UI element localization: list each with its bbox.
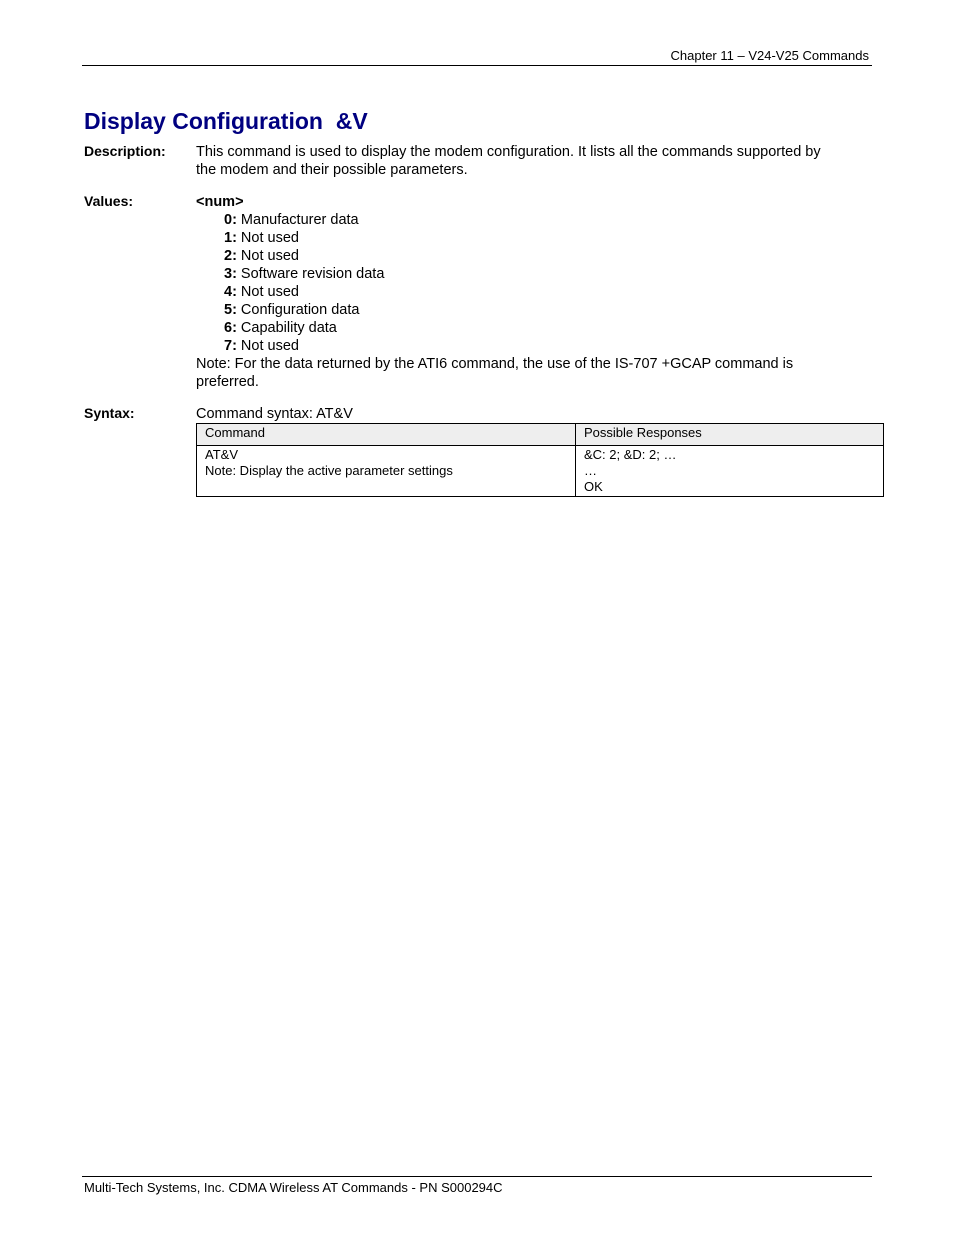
value-item-3 bbox=[196, 265, 836, 283]
table-header-row bbox=[197, 424, 884, 446]
header-divider bbox=[82, 65, 872, 66]
value-key: 3: bbox=[224, 266, 237, 282]
syntax-line: Command syntax: AT&V bbox=[196, 406, 353, 422]
table-row bbox=[197, 446, 884, 497]
value-item-1 bbox=[196, 229, 836, 247]
value-item-7 bbox=[196, 337, 836, 355]
value-key: 5: bbox=[224, 302, 237, 318]
value-item-4 bbox=[196, 283, 836, 301]
value-item-5 bbox=[196, 301, 836, 319]
value-text: Not used bbox=[236, 338, 299, 354]
table-header-command: Command bbox=[197, 424, 576, 446]
value-text: Capability data bbox=[236, 320, 337, 336]
value-key: 4: bbox=[224, 284, 237, 300]
value-text: Not used bbox=[236, 230, 299, 246]
value-key: 0: bbox=[224, 212, 237, 228]
value-key: 6: bbox=[224, 320, 237, 336]
command-note: Note: Display the active parameter settings bbox=[205, 463, 453, 478]
table-cell-command bbox=[197, 446, 576, 497]
value-text: Manufacturer data bbox=[236, 212, 359, 228]
description-text: This command is used to display the modem configuration. It lists all the commands supported by the modem and their possible parameters. bbox=[196, 144, 821, 178]
value-key: 1: bbox=[224, 230, 237, 246]
values-block bbox=[196, 193, 836, 391]
response-line: &C: 2; &D: 2; … bbox=[584, 447, 677, 462]
command-table bbox=[196, 423, 884, 497]
command-text: AT&V bbox=[205, 447, 238, 462]
page-footer: Multi-Tech Systems, Inc. CDMA Wireless AT Commands - PN S000294C bbox=[84, 1180, 503, 1195]
syntax-label: Syntax: bbox=[84, 405, 135, 421]
response-line: OK bbox=[584, 479, 603, 494]
value-item-2 bbox=[196, 247, 836, 265]
values-note: Note: For the data returned by the ATI6 command, the use of the IS-707 +GCAP command is preferred. bbox=[196, 356, 794, 390]
value-text: Software revision data bbox=[236, 266, 385, 282]
values-param: <num> bbox=[196, 194, 244, 210]
value-key: 2: bbox=[224, 248, 237, 264]
table-header-responses: Possible Responses bbox=[576, 424, 884, 446]
value-item-6 bbox=[196, 319, 836, 337]
description-label: Description: bbox=[84, 143, 166, 159]
page-title: Display Configuration &V bbox=[84, 108, 368, 134]
table-cell-response bbox=[576, 446, 884, 497]
value-text: Not used bbox=[236, 284, 299, 300]
value-key: 7: bbox=[224, 338, 237, 354]
page-header-chapter: Chapter 11 – V24-V25 Commands bbox=[670, 48, 869, 63]
footer-divider bbox=[82, 1176, 872, 1177]
response-line: … bbox=[584, 463, 597, 478]
value-text: Not used bbox=[236, 248, 299, 264]
values-label: Values: bbox=[84, 193, 134, 209]
value-item-0 bbox=[196, 211, 836, 229]
value-text: Configuration data bbox=[236, 302, 360, 318]
